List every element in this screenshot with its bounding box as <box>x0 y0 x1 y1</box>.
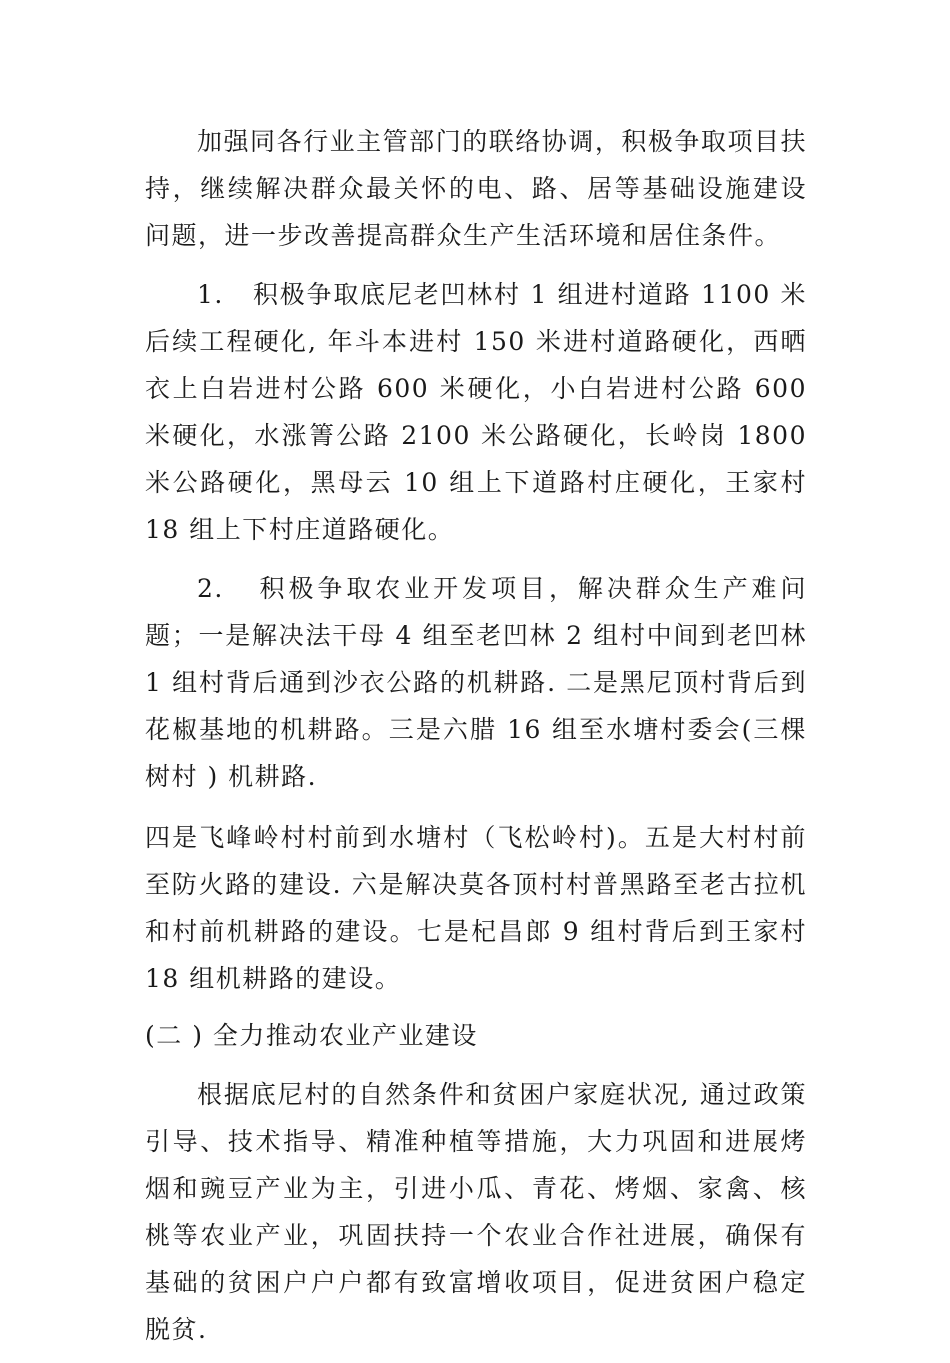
paragraph-intro: 加强同各行业主管部门的联络协调，积极争取项目扶持，继续解决群众最关怀的电、路、居等基础设施建设问题，进一步改善提高群众生产生活环境和居住条件。 <box>145 127 807 250</box>
document-page <box>145 118 807 1363</box>
item-number: 2. <box>197 574 224 603</box>
paragraph-item-1 <box>145 271 807 553</box>
section-heading: (二 ) 全力推动农业产业建设 <box>145 1021 478 1050</box>
item-number: 1. <box>197 280 224 309</box>
item-text: 积极争取底尼老凹林村 1 组进村道路 1100 米后续工程硬化, 年斗本进村 150 米进村道路硬化，西晒衣上白岩进村公路 600 米硬化，小白岩进村公路 600 米硬化，水涨箐公路 2100 米公路硬化，长岭岗 1800 米公路硬化，黑母云 10 组上下道路村庄硬化，王家村 18 组上下村庄道路硬化。 <box>145 280 807 544</box>
item-text: 积极争取农业开发项目，解决群众生产难问题；一是解决法干母 4 组至老凹林 2 组村中间到老凹林 1 组村背后通到沙衣公路的机耕路. 二是黑尼顶村背后到花椒基地的机耕路。三是六腊 16 组至水塘村委会(三棵树村 ) 机耕路. <box>145 574 807 791</box>
paragraph-section-body: 根据底尼村的自然条件和贫困户家庭状况, 通过政策引导、技术指导、精准种植等措施，大力巩固和进展烤烟和豌豆产业为主，引进小瓜、青花、烤烟、家禽、核桃等农业产业，巩固扶持一个农业合作社进展，确保有基础的贫困户户户都有致富增收项目，促进贫困户稳定脱贫. <box>145 1080 807 1344</box>
paragraph-item-2 <box>145 565 807 800</box>
paragraph-item-2-continued: 四是飞峰岭村村前到水塘村（飞松岭村)。五是大村村前至防火路的建设. 六是解决莫各顶村村普黑路至老古拉机和村前机耕路的建设。七是杞昌郎 9 组村背后到王家村 18 组机耕路的建设。 <box>145 823 807 993</box>
